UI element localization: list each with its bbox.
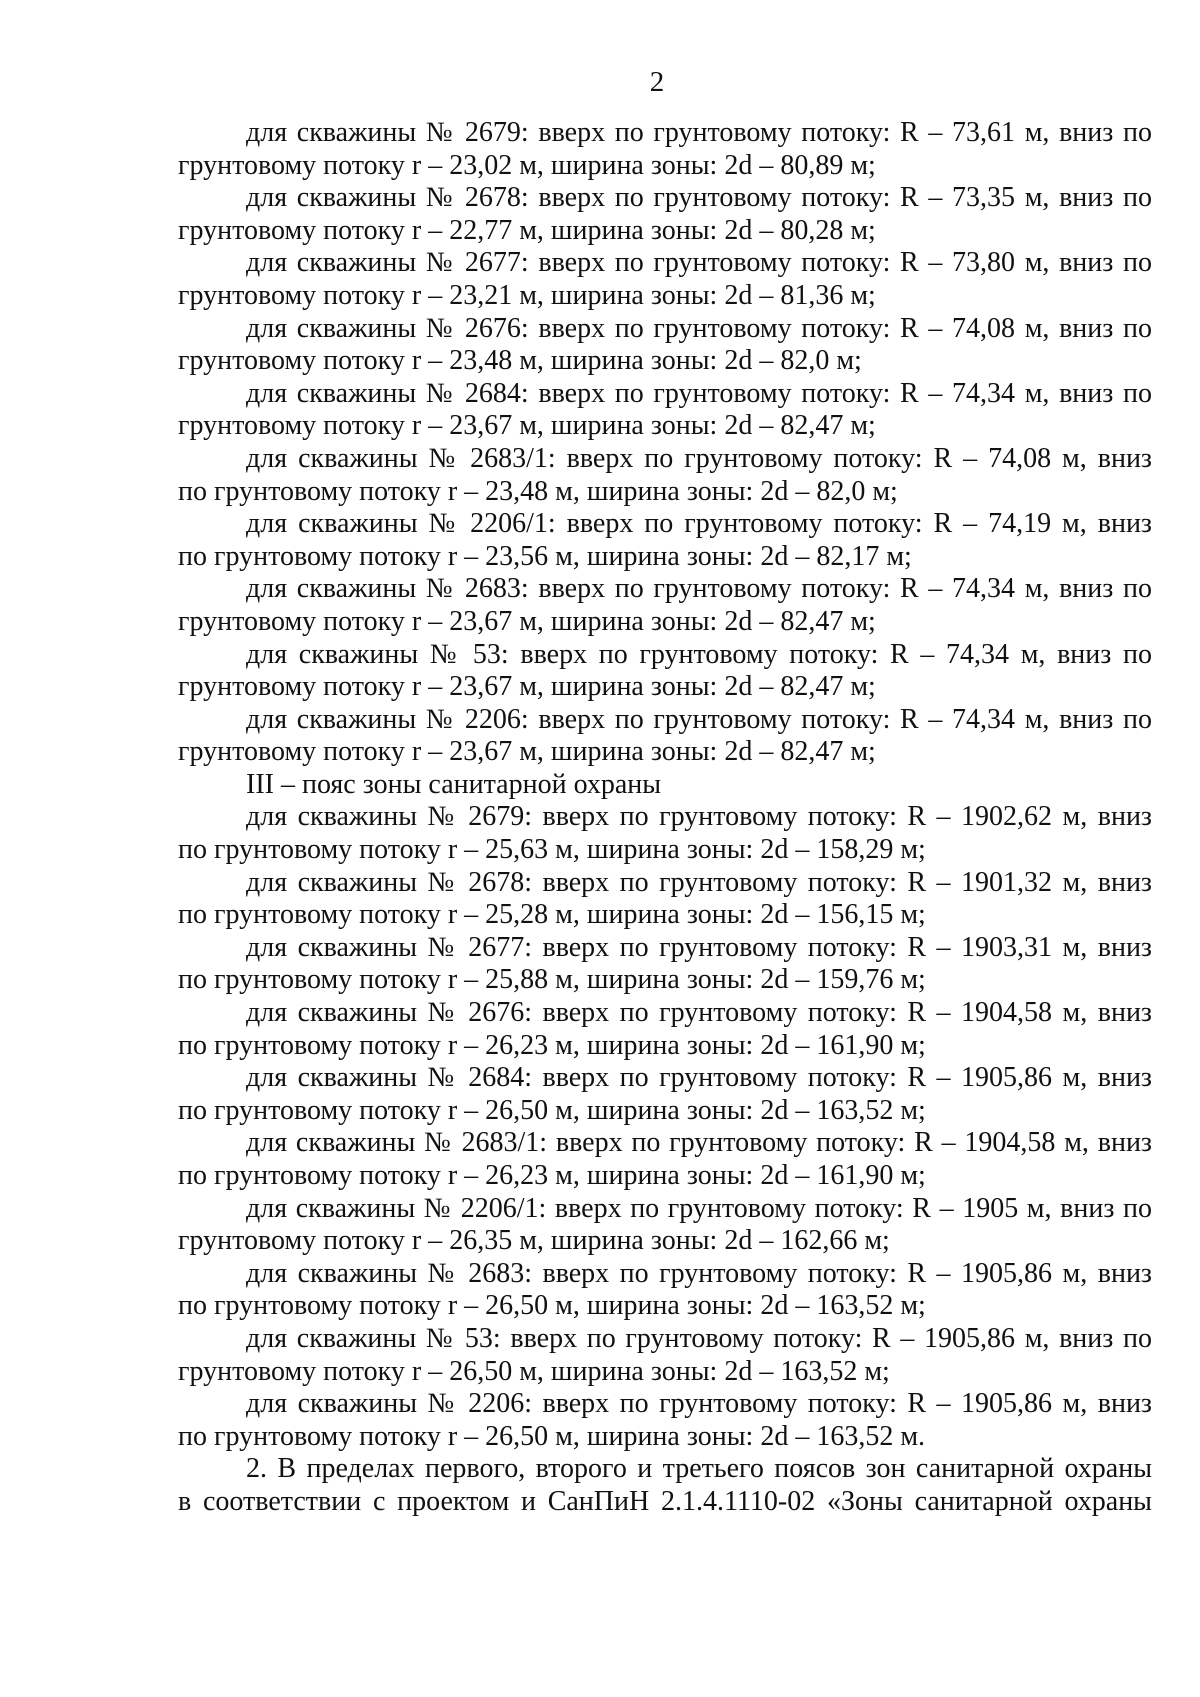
zone2-entry [178,378,1152,443]
zone3-heading: III – пояс зоны санитарной охраны [246,768,662,800]
entry-line: для скважины № 2677: вверх по грунтовому потоку: R – 73,80 м, вниз по [246,247,1152,279]
entry-line: грунтовому потоку r – 23,48 м, ширина зоны: 2d – 82,0 м; [178,345,862,377]
entry-line: для скважины № 2678: вверх по грунтовому потоку: R – 73,35 м, вниз по [246,182,1152,214]
zone3-entry [178,1127,1152,1192]
zone2-entry [178,182,1152,247]
entry-line: для скважины № 2677: вверх по грунтовому потоку: R – 1903,31 м, вниз [246,931,1152,963]
zone3-entry [178,1388,1152,1453]
entry-line: для скважины № 2683: вверх по грунтовому потоку: R – 1905,86 м, вниз [246,1257,1152,1289]
entry-line: грунтовому потоку r – 23,67 м, ширина зоны: 2d – 82,47 м; [178,671,876,703]
paragraph-2 [178,1453,1152,1518]
entry-line: для скважины № 2679: вверх по грунтовому потоку: R – 1902,62 м, вниз [246,801,1152,833]
entry-line: по грунтовому потоку r – 26,50 м, ширина зоны: 2d – 163,52 м; [178,1094,926,1126]
entry-line: по грунтовому потоку r – 26,50 м, ширина зоны: 2d – 163,52 м; [178,1290,926,1322]
entry-line: для скважины № 2678: вверх по грунтовому потоку: R – 1901,32 м, вниз [246,866,1152,898]
entry-line: по грунтовому потоку r – 26,23 м, ширина зоны: 2d – 161,90 м; [178,1029,926,1061]
zone3-list [178,801,1152,1453]
zone2-entry [178,443,1152,508]
zone2-entry [178,639,1152,704]
paragraph-line: 2. В пределах первого, второго и третьего поясов зон санитарной охраны [246,1453,1152,1485]
entry-line: для скважины № 2683/1: вверх по грунтовому потоку: R – 1904,58 м, вниз [246,1127,1152,1159]
entry-line: для скважины № 2206: вверх по грунтовому потоку: R – 1905,86 м, вниз [246,1388,1152,1420]
entry-line: для скважины № 2683: вверх по грунтовому потоку: R – 74,34 м, вниз по [246,573,1152,605]
entry-line: грунтовому потоку r – 22,77 м, ширина зоны: 2d – 80,28 м; [178,214,876,246]
page-number: 2 [649,66,665,98]
entry-line: грунтовому потоку r – 23,67 м, ширина зоны: 2d – 82,47 м; [178,605,876,637]
entry-line: грунтовому потоку r – 23,21 м, ширина зоны: 2d – 81,36 м; [178,279,876,311]
zone2-entry [178,573,1152,638]
entry-line: для скважины № 2206/1: вверх по грунтовому потоку: R – 1905 м, вниз по [246,1192,1152,1224]
zone3-entry [178,1258,1152,1323]
zone2-entry [178,313,1152,378]
zone3-entry [178,932,1152,997]
entry-line: по грунтовому потоку r – 23,56 м, ширина зоны: 2d – 82,17 м; [178,540,912,572]
entry-line: для скважины № 2676: вверх по грунтовому потоку: R – 1904,58 м, вниз [246,997,1152,1029]
entry-line: грунтовому потоку r – 23,67 м, ширина зоны: 2d – 82,47 м; [178,410,876,442]
document-body [178,117,1152,1519]
entry-line: по грунтовому потоку r – 25,28 м, ширина зоны: 2d – 156,15 м; [178,899,926,931]
entry-line: для скважины № 2683/1: вверх по грунтовому потоку: R – 74,08 м, вниз [246,442,1152,474]
entry-line: для скважины № 2679: вверх по грунтовому потоку: R – 73,61 м, вниз по [246,117,1152,148]
zone2-entry [178,508,1152,573]
zone2-entry [178,704,1152,769]
zone3-entry [178,867,1152,932]
entry-line: для скважины № 2684: вверх по грунтовому потоку: R – 74,34 м, вниз по [246,377,1152,409]
entry-line: грунтовому потоку r – 26,50 м, ширина зоны: 2d – 163,52 м; [178,1355,890,1387]
paragraph-line: в соответствии с проектом и СанПиН 2.1.4.1110-02 «Зоны санитарной охраны [178,1485,1152,1517]
zone3-entry [178,801,1152,866]
entry-line: для скважины № 53: вверх по грунтовому потоку: R – 74,34 м, вниз по [246,638,1152,670]
zone2-entry [178,247,1152,312]
entry-line: для скважины № 2206/1: вверх по грунтовому потоку: R – 74,19 м, вниз [246,508,1152,540]
entry-line: грунтовому потоку r – 23,02 м, ширина зоны: 2d – 80,89 м; [178,149,876,181]
entry-line: грунтовому потоку r – 26,35 м, ширина зоны: 2d – 162,66 м; [178,1225,890,1257]
entry-line: по грунтовому потоку r – 25,88 м, ширина зоны: 2d – 159,76 м; [178,964,926,996]
entry-line: по грунтовому потоку r – 23,48 м, ширина зоны: 2d – 82,0 м; [178,475,898,507]
entry-line: по грунтовому потоку r – 26,23 м, ширина зоны: 2d – 161,90 м; [178,1160,926,1191]
zone3-entry [178,1323,1152,1388]
zone3-entry [178,1062,1152,1127]
entry-line: по грунтовому потоку r – 25,63 м, ширина зоны: 2d – 158,29 м; [178,834,926,866]
entry-line: для скважины № 53: вверх по грунтовому потоку: R – 1905,86 м, вниз по [246,1322,1152,1354]
entry-line: для скважины № 2206: вверх по грунтовому потоку: R – 74,34 м, вниз по [246,703,1152,735]
entry-line: для скважины № 2676: вверх по грунтовому потоку: R – 74,08 м, вниз по [246,312,1152,344]
zone2-entry [178,117,1152,182]
entry-line: грунтовому потоку r – 23,67 м, ширина зоны: 2d – 82,47 м; [178,736,876,768]
entry-line: для скважины № 2684: вверх по грунтовому потоку: R – 1905,86 м, вниз [246,1062,1152,1094]
zone3-entry [178,1193,1152,1258]
zone3-entry [178,997,1152,1062]
entry-line: по грунтовому потоку r – 26,50 м, ширина зоны: 2d – 163,52 м. [178,1420,926,1452]
zone2-list [178,117,1152,769]
